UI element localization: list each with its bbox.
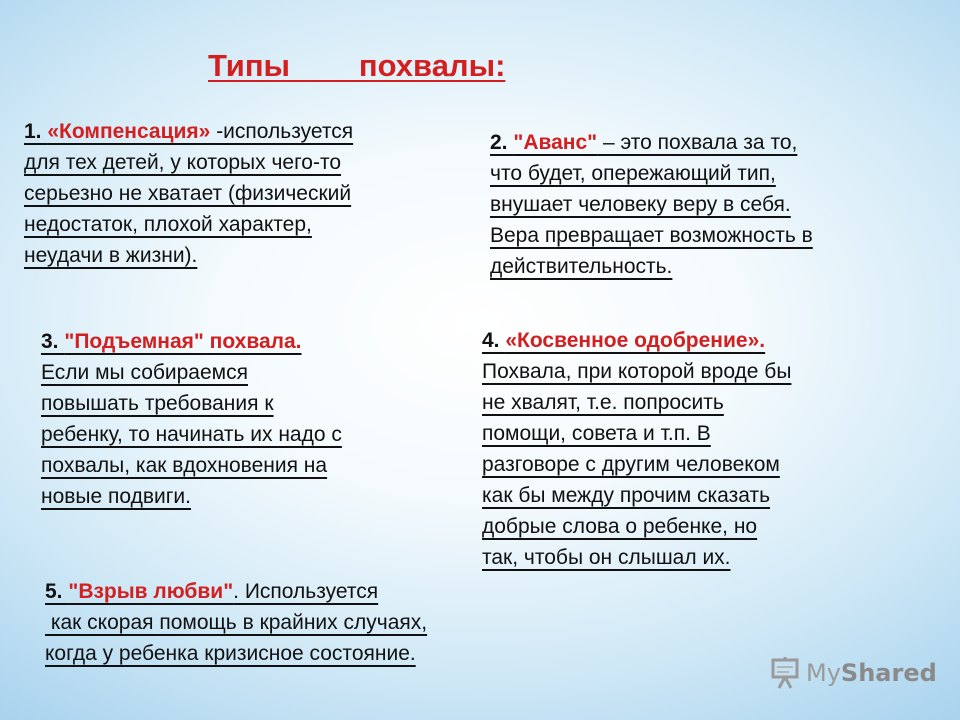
- item-first-line: [490, 127, 813, 158]
- item-first-line: [482, 325, 791, 356]
- item-text: новые подвиги.: [41, 485, 191, 508]
- praise-type-love-burst: [45, 576, 427, 669]
- item-term: "Аванс": [513, 131, 598, 154]
- item-text: действительность.: [490, 255, 673, 278]
- item-text: что будет, опережающий тип,: [490, 162, 776, 185]
- item-text: серьезно не хватает (физический: [24, 182, 352, 205]
- item-number: 5.: [45, 580, 69, 603]
- item-number: 4.: [482, 329, 506, 352]
- item-text: недостаток, плохой характер,: [24, 213, 312, 236]
- item-first-line: [45, 576, 427, 607]
- watermark-text-shared: Shared: [840, 659, 937, 687]
- watermark-text: [806, 659, 937, 687]
- item-term: «Косвенное одобрение».: [505, 329, 766, 352]
- item-text: так, чтобы он слышал их.: [482, 546, 731, 569]
- item-text: . Используется: [233, 580, 379, 603]
- item-text: разговоре с другим человеком: [482, 453, 780, 476]
- slide-title: Типы похвалы:: [208, 48, 506, 83]
- item-term: "Подъемная" похвала.: [64, 330, 302, 353]
- item-text: неудачи в жизни).: [24, 244, 198, 267]
- presentation-board-icon: [768, 657, 802, 689]
- item-first-line: [24, 116, 353, 147]
- item-text: -используется: [210, 120, 354, 143]
- item-number: 3.: [41, 330, 65, 353]
- item-text: когда у ребенка кризисное состояние.: [45, 642, 416, 665]
- watermark-text-my: My: [806, 659, 841, 687]
- item-number: 2.: [490, 131, 514, 154]
- item-text: внушает человеку веру в себя.: [490, 193, 791, 216]
- item-text: добрые слова о ребенке, но: [482, 515, 758, 538]
- item-text: повышать требования к: [41, 392, 274, 415]
- praise-type-lifting: [41, 326, 342, 512]
- item-number: 1.: [24, 120, 48, 143]
- praise-type-compensation: [24, 116, 353, 271]
- item-first-line: [41, 326, 342, 357]
- item-text: – это похвала за то,: [597, 131, 798, 154]
- item-term: "Взрыв любви": [68, 580, 234, 603]
- item-text: ребенку, то начинать их надо с: [41, 423, 342, 446]
- item-text: Если мы собираемся: [41, 361, 248, 384]
- praise-type-advance: [490, 127, 813, 282]
- item-text: помощи, совета и т.п. В: [482, 422, 711, 445]
- item-text: Вера превращает возможность в: [490, 224, 813, 247]
- myshared-watermark[interactable]: [768, 656, 937, 690]
- item-text: не хвалят, т.е. попросить: [482, 391, 724, 414]
- praise-type-indirect-approval: [482, 325, 791, 573]
- item-text: Похвала, при которой вроде бы: [482, 360, 792, 383]
- item-term: «Компенсация»: [47, 120, 211, 143]
- item-text: похвалы, как вдохновения на: [41, 454, 328, 477]
- item-text: как бы между прочим сказать: [482, 484, 771, 507]
- item-text: для тех детей, у которых чего-то: [24, 151, 342, 174]
- item-text: как скорая помощь в крайних случаях,: [45, 611, 428, 634]
